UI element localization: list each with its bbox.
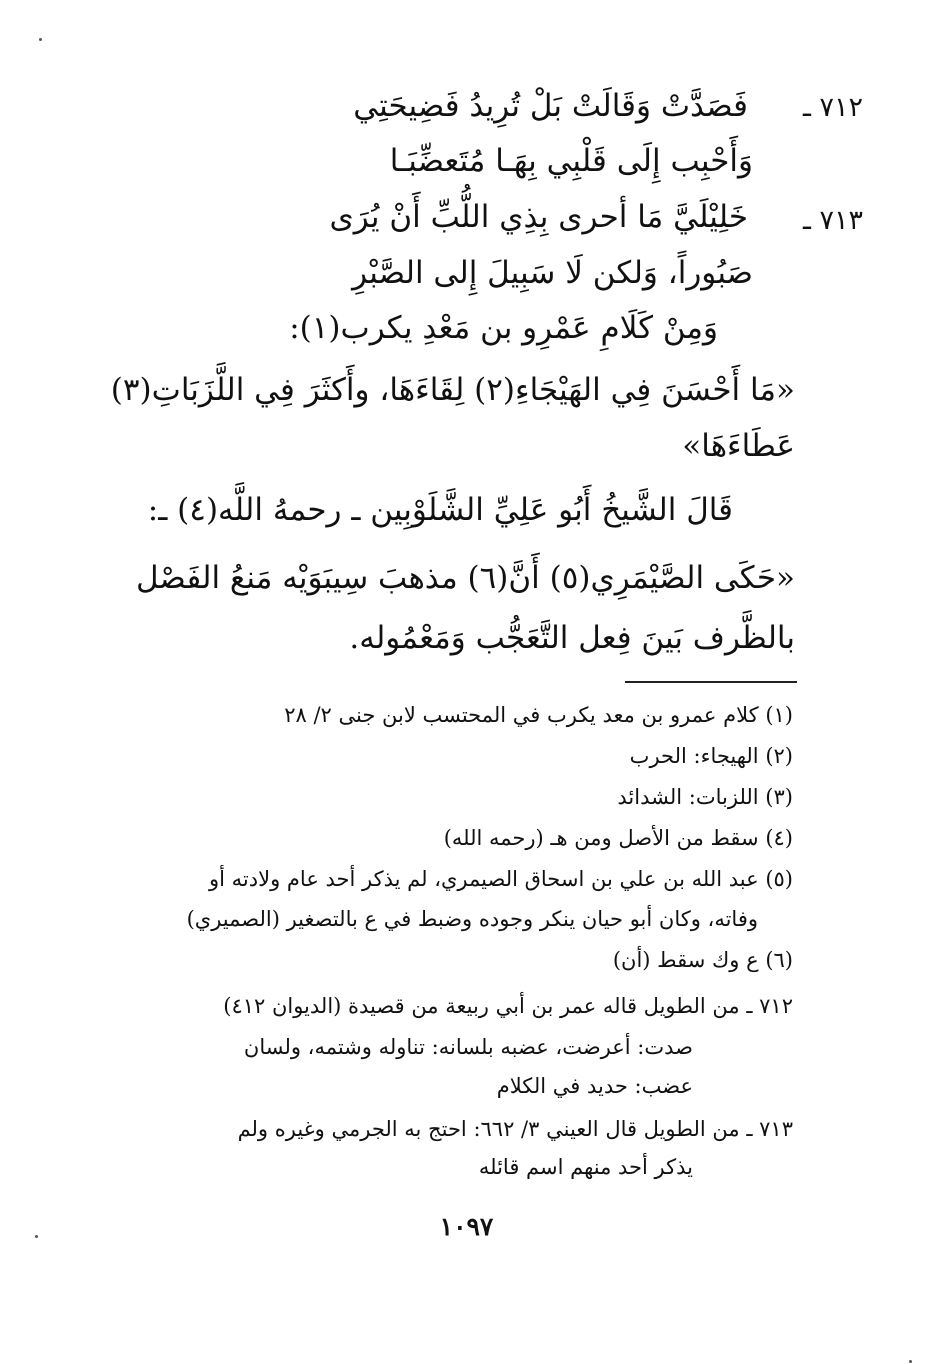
intro-line: وَمِنْ كَلَامِ عَمْرِو بن مَعْدِ يكرب(١): [289,310,718,346]
scan-speck [39,38,42,41]
note-712-line-2: صدت: أعرضت، عضبه بلسانه: تناوله وشتمه، ولسان [243,1035,693,1059]
note-713-line-2: يذكر أحد منهم اسم قائله [478,1155,693,1179]
verse-713-line-1: خَلِيْلَيَّ مَا أحرى بِذِي اللُّبِّ أَنْ يُرَى [329,199,748,235]
quote-1-line-1: «مَا أَحْسَنَ فِي الهَيْجَاءِ(٢) لِقَاءَهَا، وأَكثَرَ فِي اللَّزَبَاتِ(٣) [110,372,795,408]
footnote-5-continuation: وفاته، وكان أبو حيان ينكر وجوده وضبط في ع بالتصغير (الصميري) [186,907,758,931]
note-712: ٧١٢ ـ من الطويل قاله عمر بن أبي ربيعة من قصيدة (الديوان ٤١٢) [223,994,793,1018]
quote-2-line-1: «حَكَى الصَّيْمَرِي(٥) أَنَّ(٦) مذهبَ سِيبَوَيْه مَنعُ الفَصْل [135,560,795,596]
scan-speck [35,1235,38,1238]
page-number: ١٠٩٧ [439,1212,494,1241]
footnote-1: (١) كلام عمرو بن معد يكرب في المحتسب لابن جنى ٢/ ٢٨ [284,703,793,727]
verse-number-713: ٧١٣ ـ [802,205,863,236]
quote-1-line-2: عَطَاءَهَا» [682,428,795,464]
note-713: ٧١٣ ـ من الطويل قال العيني ٣/ ٦٦٢: احتج به الجرمي وغيره ولم [237,1117,793,1141]
footnote-2: (٢) الهيجاء: الحرب [629,744,793,768]
scan-speck [909,1360,912,1363]
footnote-5: (٥) عبد الله بن علي بن اسحاق الصيمري، لم يذكر أحد عام ولادته أو [209,867,793,891]
note-712-line-3: عضب: حديد في الكلام [496,1074,693,1098]
verse-number-712: ٧١٢ ـ [802,92,863,123]
footnote-4: (٤) سقط من الأصل ومن هـ (رحمه الله) [443,826,793,850]
footnote-separator [625,681,797,683]
sheikh-line: قَالَ الشَّيخُ أَبُو عَلِيِّ الشَّلَوْبِين ـ رحمهُ اللَّه(٤) ـ: [147,492,733,528]
verse-713-line-2: صَبُوراً، وَلكن لَا سَبِيلَ إِلى الصَّبْرِ [352,255,753,291]
verse-712-line-2: وَأَحْبِب إِلَى قَلْبِي بِهَـا مُتَعضِّبَـا [389,143,753,179]
quote-2-line-2: بالظَّرف بَينَ فِعل التَّعَجُّب وَمَعْمُوله. [349,620,795,656]
verse-712-line-1: فَصَدَّتْ وَقَالَتْ بَلْ تُرِيدُ فَضِيحَتِي [353,88,748,124]
footnote-3: (٣) اللزبات: الشدائد [617,785,793,809]
footnote-6: (٦) ع وك سقط (أن) [612,948,793,972]
